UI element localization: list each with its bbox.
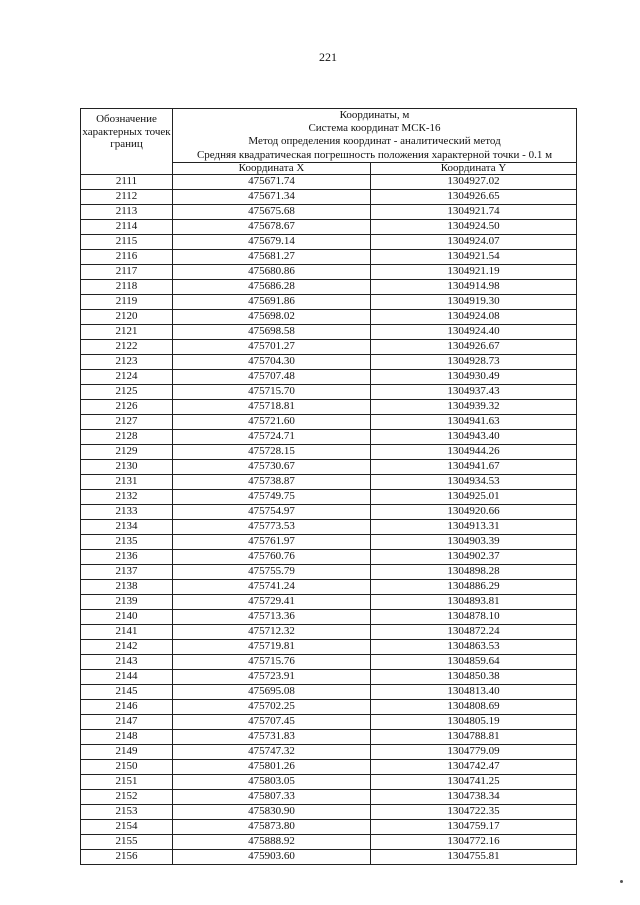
x-coordinate-cell: 475698.58	[173, 324, 371, 339]
point-number-cell: 2140	[81, 609, 173, 624]
point-number-cell: 2130	[81, 459, 173, 474]
x-coordinate-cell: 475679.14	[173, 234, 371, 249]
x-coordinate-cell: 475695.08	[173, 684, 371, 699]
x-coordinate-cell: 475719.81	[173, 639, 371, 654]
table-row	[81, 759, 577, 774]
x-coordinate-cell: 475671.74	[173, 174, 371, 189]
point-number-cell: 2139	[81, 594, 173, 609]
table-row	[81, 474, 577, 489]
x-coordinate-cell: 475773.53	[173, 519, 371, 534]
y-coordinate-cell: 1304927.02	[371, 174, 577, 189]
y-coordinate-cell: 1304738.34	[371, 789, 577, 804]
x-coordinate-cell: 475721.60	[173, 414, 371, 429]
point-number-cell: 2129	[81, 444, 173, 459]
x-coordinate-cell: 475718.81	[173, 399, 371, 414]
point-number-cell: 2137	[81, 564, 173, 579]
x-coordinate-cell: 475738.87	[173, 474, 371, 489]
table-row	[81, 789, 577, 804]
table-row	[81, 489, 577, 504]
y-coordinate-cell: 1304926.67	[371, 339, 577, 354]
point-number-cell: 2153	[81, 804, 173, 819]
point-number-cell: 2134	[81, 519, 173, 534]
point-number-cell: 2150	[81, 759, 173, 774]
y-coordinate-cell: 1304805.19	[371, 714, 577, 729]
x-coordinate-cell: 475712.32	[173, 624, 371, 639]
point-number-cell: 2117	[81, 264, 173, 279]
y-coordinate-cell: 1304742.47	[371, 759, 577, 774]
table-row	[81, 384, 577, 399]
table-row	[81, 324, 577, 339]
table-header	[81, 109, 577, 175]
y-coordinate-cell: 1304755.81	[371, 849, 577, 864]
table-row	[81, 639, 577, 654]
point-number-cell: 2121	[81, 324, 173, 339]
y-coordinate-cell: 1304850.38	[371, 669, 577, 684]
x-coordinate-cell: 475731.83	[173, 729, 371, 744]
y-column-header: Координата Y	[371, 162, 577, 174]
table-row	[81, 219, 577, 234]
y-coordinate-cell: 1304939.32	[371, 399, 577, 414]
table-row	[81, 339, 577, 354]
table-body	[81, 174, 577, 864]
scan-artifact	[620, 880, 623, 883]
y-coordinate-cell: 1304886.29	[371, 579, 577, 594]
table-row	[81, 504, 577, 519]
point-number-cell: 2149	[81, 744, 173, 759]
x-coordinate-cell: 475715.76	[173, 654, 371, 669]
point-label-header: Обозначение характерных точек границ	[81, 109, 173, 175]
table-row	[81, 579, 577, 594]
y-coordinate-cell: 1304772.16	[371, 834, 577, 849]
point-number-cell: 2156	[81, 849, 173, 864]
y-coordinate-cell: 1304859.64	[371, 654, 577, 669]
point-number-cell: 2131	[81, 474, 173, 489]
point-number-cell: 2146	[81, 699, 173, 714]
table-row	[81, 594, 577, 609]
point-number-cell: 2123	[81, 354, 173, 369]
y-coordinate-cell: 1304943.40	[371, 429, 577, 444]
x-coordinate-cell: 475701.27	[173, 339, 371, 354]
x-coordinate-cell: 475678.67	[173, 219, 371, 234]
x-coordinate-cell: 475713.36	[173, 609, 371, 624]
y-coordinate-cell: 1304924.50	[371, 219, 577, 234]
y-coordinate-cell: 1304921.54	[371, 249, 577, 264]
table-row	[81, 699, 577, 714]
table-row	[81, 564, 577, 579]
y-coordinate-cell: 1304913.31	[371, 519, 577, 534]
table-row	[81, 624, 577, 639]
x-coordinate-cell: 475704.30	[173, 354, 371, 369]
x-coordinate-cell: 475807.33	[173, 789, 371, 804]
y-coordinate-cell: 1304903.39	[371, 534, 577, 549]
point-number-cell: 2154	[81, 819, 173, 834]
table-row	[81, 774, 577, 789]
point-number-cell: 2111	[81, 174, 173, 189]
table-row	[81, 804, 577, 819]
coordinates-header	[173, 109, 577, 163]
y-coordinate-cell: 1304920.66	[371, 504, 577, 519]
x-coordinate-cell: 475724.71	[173, 429, 371, 444]
table-row	[81, 849, 577, 864]
point-number-cell: 2120	[81, 309, 173, 324]
header-line-accuracy: Средняя квадратическая погрешность положения характерной точки - 0.1 м	[196, 148, 553, 161]
point-number-cell: 2119	[81, 294, 173, 309]
table-row	[81, 369, 577, 384]
table-row	[81, 204, 577, 219]
y-coordinate-cell: 1304941.63	[371, 414, 577, 429]
x-coordinate-cell: 475728.15	[173, 444, 371, 459]
x-coordinate-cell: 475729.41	[173, 594, 371, 609]
x-column-header: Координата X	[173, 162, 371, 174]
y-coordinate-cell: 1304813.40	[371, 684, 577, 699]
page-number: 221	[319, 50, 337, 64]
x-coordinate-cell: 475803.05	[173, 774, 371, 789]
table-row	[81, 684, 577, 699]
point-number-cell: 2145	[81, 684, 173, 699]
y-coordinate-cell: 1304898.28	[371, 564, 577, 579]
table-row	[81, 309, 577, 324]
point-number-cell: 2116	[81, 249, 173, 264]
y-coordinate-cell: 1304759.17	[371, 819, 577, 834]
point-number-cell: 2124	[81, 369, 173, 384]
table-row	[81, 234, 577, 249]
point-number-cell: 2155	[81, 834, 173, 849]
point-number-cell: 2135	[81, 534, 173, 549]
point-number-cell: 2142	[81, 639, 173, 654]
point-number-cell: 2118	[81, 279, 173, 294]
x-coordinate-cell: 475698.02	[173, 309, 371, 324]
y-coordinate-cell: 1304926.65	[371, 189, 577, 204]
table-row	[81, 459, 577, 474]
point-number-cell: 2132	[81, 489, 173, 504]
x-coordinate-cell: 475681.27	[173, 249, 371, 264]
x-coordinate-cell: 475761.97	[173, 534, 371, 549]
y-coordinate-cell: 1304941.67	[371, 459, 577, 474]
x-coordinate-cell: 475801.26	[173, 759, 371, 774]
point-number-cell: 2152	[81, 789, 173, 804]
y-coordinate-cell: 1304808.69	[371, 699, 577, 714]
x-coordinate-cell: 475680.86	[173, 264, 371, 279]
header-line-units: Координаты, м	[339, 109, 410, 121]
x-coordinate-cell: 475749.75	[173, 489, 371, 504]
x-coordinate-cell: 475671.34	[173, 189, 371, 204]
table-row	[81, 744, 577, 759]
x-coordinate-cell: 475903.60	[173, 849, 371, 864]
x-coordinate-cell: 475702.25	[173, 699, 371, 714]
point-number-cell: 2113	[81, 204, 173, 219]
point-number-cell: 2148	[81, 729, 173, 744]
y-coordinate-cell: 1304924.40	[371, 324, 577, 339]
y-coordinate-cell: 1304937.43	[371, 384, 577, 399]
x-coordinate-cell: 475675.68	[173, 204, 371, 219]
x-coordinate-cell: 475723.91	[173, 669, 371, 684]
y-coordinate-cell: 1304919.30	[371, 294, 577, 309]
point-number-cell: 2151	[81, 774, 173, 789]
table-row	[81, 399, 577, 414]
table-row	[81, 174, 577, 189]
point-number-cell: 2114	[81, 219, 173, 234]
table-row	[81, 519, 577, 534]
y-coordinate-cell: 1304722.35	[371, 804, 577, 819]
point-number-cell: 2115	[81, 234, 173, 249]
table-row	[81, 714, 577, 729]
point-number-cell: 2147	[81, 714, 173, 729]
y-coordinate-cell: 1304930.49	[371, 369, 577, 384]
point-number-cell: 2133	[81, 504, 173, 519]
x-coordinate-cell: 475707.45	[173, 714, 371, 729]
table-row	[81, 189, 577, 204]
table-row	[81, 819, 577, 834]
x-coordinate-cell: 475707.48	[173, 369, 371, 384]
x-coordinate-cell: 475830.90	[173, 804, 371, 819]
table-row	[81, 279, 577, 294]
y-coordinate-cell: 1304924.08	[371, 309, 577, 324]
x-coordinate-cell: 475755.79	[173, 564, 371, 579]
table-row	[81, 444, 577, 459]
x-coordinate-cell: 475747.32	[173, 744, 371, 759]
y-coordinate-cell: 1304921.19	[371, 264, 577, 279]
table-row	[81, 294, 577, 309]
coordinates-table	[80, 108, 577, 865]
y-coordinate-cell: 1304921.74	[371, 204, 577, 219]
table-row	[81, 549, 577, 564]
table-row	[81, 669, 577, 684]
x-coordinate-cell: 475760.76	[173, 549, 371, 564]
x-coordinate-cell: 475730.67	[173, 459, 371, 474]
table-row	[81, 609, 577, 624]
point-number-cell: 2128	[81, 429, 173, 444]
point-number-cell: 2136	[81, 549, 173, 564]
x-coordinate-cell: 475741.24	[173, 579, 371, 594]
table-row	[81, 654, 577, 669]
point-number-cell: 2122	[81, 339, 173, 354]
x-coordinate-cell: 475691.86	[173, 294, 371, 309]
x-coordinate-cell: 475888.92	[173, 834, 371, 849]
table-row	[81, 534, 577, 549]
y-coordinate-cell: 1304902.37	[371, 549, 577, 564]
x-coordinate-cell: 475686.28	[173, 279, 371, 294]
point-number-cell: 2126	[81, 399, 173, 414]
y-coordinate-cell: 1304914.98	[371, 279, 577, 294]
y-coordinate-cell: 1304863.53	[371, 639, 577, 654]
table-row	[81, 264, 577, 279]
y-coordinate-cell: 1304878.10	[371, 609, 577, 624]
y-coordinate-cell: 1304928.73	[371, 354, 577, 369]
point-number-cell: 2144	[81, 669, 173, 684]
y-coordinate-cell: 1304872.24	[371, 624, 577, 639]
table-row	[81, 729, 577, 744]
y-coordinate-cell: 1304788.81	[371, 729, 577, 744]
y-coordinate-cell: 1304944.26	[371, 444, 577, 459]
y-coordinate-cell: 1304934.53	[371, 474, 577, 489]
table-row	[81, 429, 577, 444]
table-row	[81, 834, 577, 849]
y-coordinate-cell: 1304779.09	[371, 744, 577, 759]
table-row	[81, 249, 577, 264]
x-coordinate-cell: 475873.80	[173, 819, 371, 834]
y-coordinate-cell: 1304925.01	[371, 489, 577, 504]
header-line-method: Метод определения координат - аналитический метод	[248, 135, 501, 148]
point-number-cell: 2127	[81, 414, 173, 429]
table-row	[81, 414, 577, 429]
point-number-cell: 2143	[81, 654, 173, 669]
x-coordinate-cell: 475754.97	[173, 504, 371, 519]
table-row	[81, 354, 577, 369]
point-number-cell: 2112	[81, 189, 173, 204]
point-number-cell: 2141	[81, 624, 173, 639]
point-number-cell: 2125	[81, 384, 173, 399]
point-number-cell: 2138	[81, 579, 173, 594]
x-coordinate-cell: 475715.70	[173, 384, 371, 399]
y-coordinate-cell: 1304924.07	[371, 234, 577, 249]
header-line-system: Система координат МСК-16	[308, 122, 441, 135]
y-coordinate-cell: 1304741.25	[371, 774, 577, 789]
y-coordinate-cell: 1304893.81	[371, 594, 577, 609]
